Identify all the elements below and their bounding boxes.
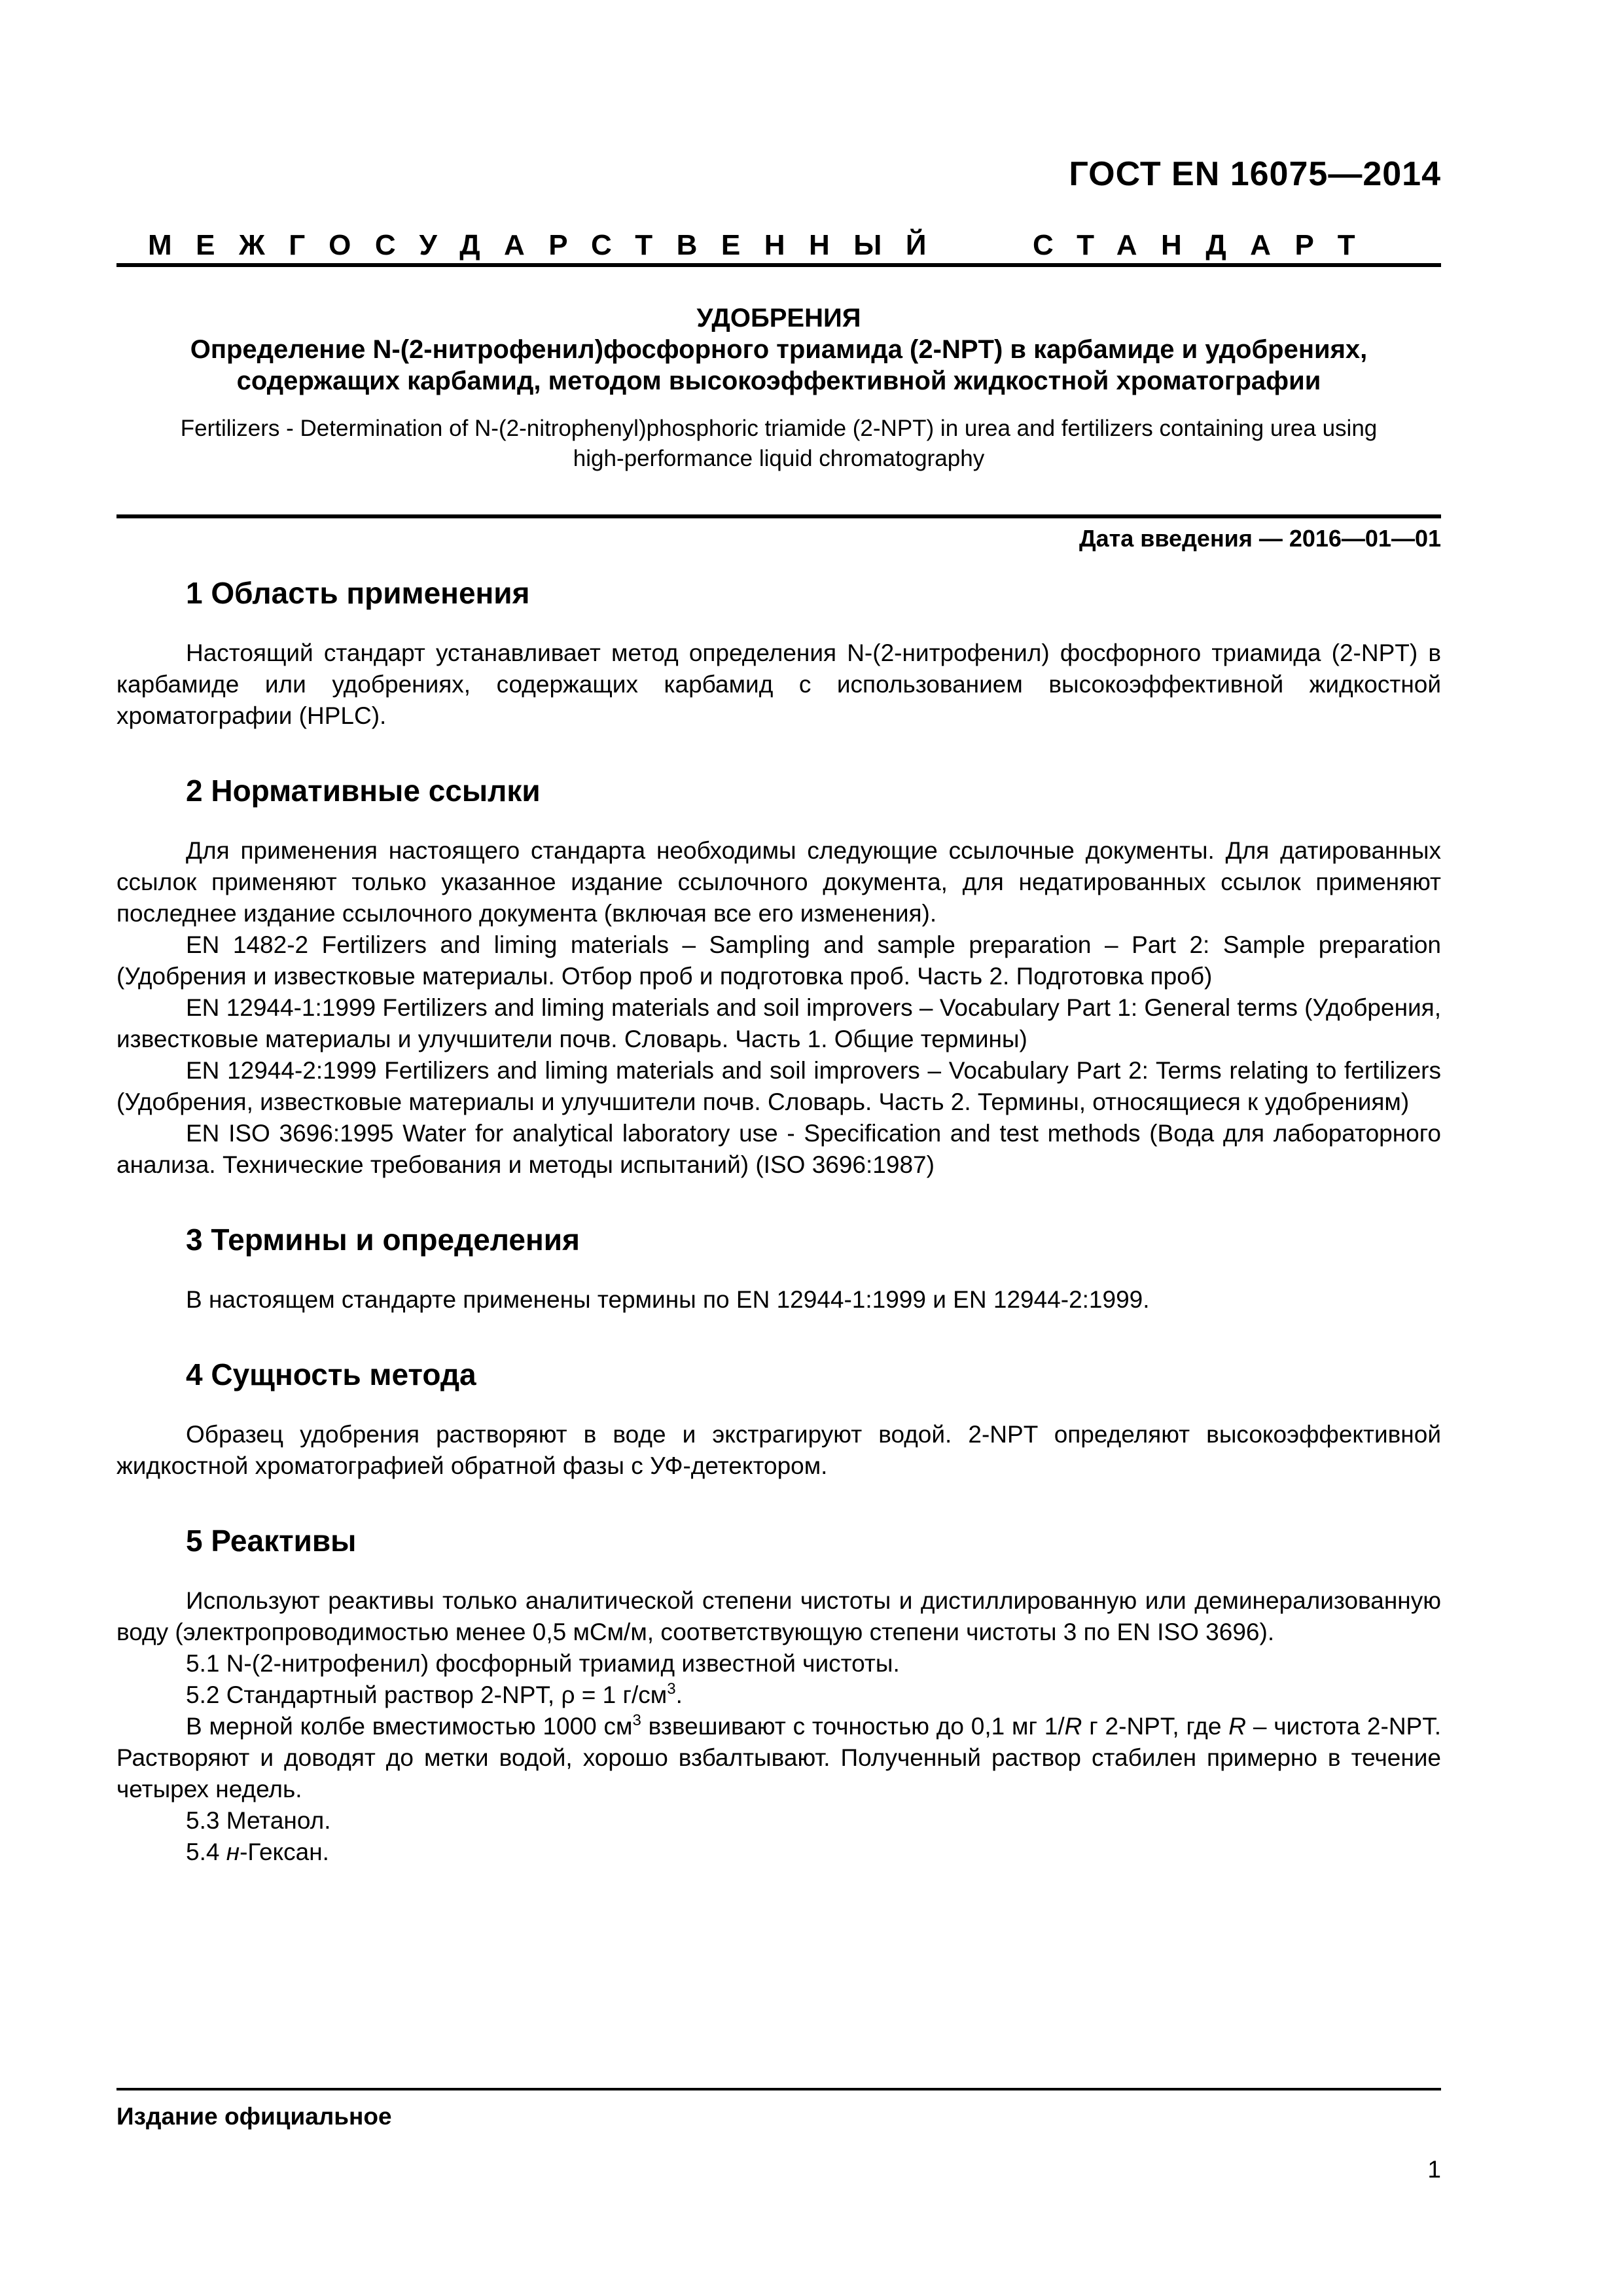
paragraph: Настоящий стандарт устанавливает метод определения N-(2-нитрофенил) фосфорного триамида (2-NPT) в карбамиде или удобрениях, содержащих карбамид с использованием высокоэффективной жидкостной хроматографии (HPLC).	[116, 639, 1441, 729]
section-terms	[116, 1221, 1441, 1316]
section-heading: 5 Реактивы	[186, 1524, 357, 1558]
reagent-item: 5.3 Метанол.	[186, 1807, 331, 1834]
paragraph: Для применения настоящего стандарта необходимы следующие ссылочные документы. Для датированных ссылок применяют только указанное издание ссылочного документа, для недатированных ссылок применяют последнее издание ссылочного документа (включая все его изменения).	[116, 837, 1441, 927]
english-title-line1: Fertilizers - Determination of N-(2-nitrophenyl)phosphoric triamide (2-NPT) in urea and fertilizers containing urea using	[180, 416, 1378, 441]
text-run: г 2-NPT, где	[1082, 1713, 1229, 1740]
paragraph: Образец удобрения растворяют в воде и экстрагируют водой. 2-NPT определяют высокоэффективной жидкостной хроматографией обратной фазы с УФ-детектором.	[116, 1421, 1441, 1479]
text-run: 5.2 Стандартный раствор 2-NPT, ρ = 1 г/см	[186, 1681, 668, 1708]
title-block	[116, 302, 1441, 474]
reference-item: EN 12944-1:1999 Fertilizers and liming materials and soil improvers – Vocabulary Part 1: General terms (Удобрения, известковые материалы и улучшители почв. Словарь. Часть 1. Общие термины)	[116, 994, 1441, 1052]
section-heading: 1 Область применения	[186, 576, 530, 610]
text-run: .	[675, 1681, 683, 1708]
document-page	[116, 0, 1441, 2296]
paragraph: Используют реактивы только аналитической степени чистоты и дистиллированную или деминерализованную воду (электропроводимостью менее 0,5 мСм/м, соответствующую степени чистоты 3 по EN ISO 3696).	[116, 1587, 1441, 1645]
section-scope	[116, 575, 1441, 732]
reagent-item: 5.1 N-(2-нитрофенил) фосфорный триамид известной чистоты.	[186, 1650, 900, 1677]
title-divider	[116, 514, 1441, 518]
text-run: – чистота 2-NPT. Растворяют и доводят до метки водой, хорошо взбалтывают. Полученный раствор стабилен примерно в течение четырех недель.	[116, 1713, 1441, 1803]
introduction-date: Дата введения — 2016—01—01	[1079, 525, 1441, 552]
document-subtitle-line1: Определение N-(2-нитрофенил)фосфорного триамида (2-NPT) в карбамиде и удобрениях,	[190, 335, 1368, 364]
interstate-word: МЕЖГОСУДАРСТВЕННЫЙ	[148, 229, 950, 261]
english-title-line2: high-performance liquid chromatography	[573, 446, 985, 471]
paragraph: В настоящем стандарте применены термины по EN 12944-1:1999 и EN 12944-2:1999.	[186, 1286, 1150, 1313]
section-reagents	[116, 1522, 1441, 1868]
page-number: 1	[1427, 2156, 1441, 2183]
italic-symbol: R	[1228, 1713, 1247, 1740]
footer-divider	[116, 2088, 1441, 2090]
section-heading: 2 Нормативные ссылки	[186, 774, 541, 808]
text-run: -Гексан.	[240, 1839, 329, 1865]
italic-symbol: н	[226, 1839, 240, 1865]
reference-item: EN ISO 3696:1995 Water for analytical laboratory use - Specification and test methods (Вода для лабораторного анализа. Технические требования и методы испытаний) (ISO 3696:1987)	[116, 1120, 1441, 1178]
reagent-item	[116, 1837, 1441, 1868]
text-run: взвешивают с точностью до 0,1 мг 1/	[641, 1713, 1065, 1740]
section-method-principle	[116, 1356, 1441, 1482]
text-run: В мерной колбе вместимостью 1000 см	[186, 1713, 633, 1740]
document-title: УДОБРЕНИЯ	[696, 304, 861, 332]
reagent-item	[116, 1679, 1441, 1711]
standard-word: СТАНДАРТ	[1033, 229, 1380, 261]
document-subtitle-line2: содержащих карбамид, методом высокоэффективной жидкостной хроматографии	[236, 367, 1321, 395]
section-heading: 3 Термины и определения	[186, 1223, 580, 1257]
document-body	[116, 575, 1441, 1909]
superscript: 3	[632, 1712, 641, 1729]
superscript: 3	[667, 1680, 676, 1698]
reference-item: EN 12944-2:1999 Fertilizers and liming materials and soil improvers – Vocabulary Part 2: Terms relating to fertilizers (Удобрения, известковые материалы и улучшители почв. Словарь. Часть 2. Термины, относящиеся к удобрениям)	[116, 1057, 1441, 1115]
reference-item: EN 1482-2 Fertilizers and liming materials – Sampling and sample preparation – Part 2: Sample preparation (Удобрения и известковые материалы. Отбор проб и подготовка проб. Часть 2. Подготовка проб)	[116, 931, 1441, 990]
italic-symbol: R	[1064, 1713, 1082, 1740]
english-title	[116, 414, 1441, 474]
official-edition-label: Издание официальное	[116, 2103, 392, 2130]
text-run: 5.4	[186, 1839, 226, 1865]
header-divider	[116, 263, 1441, 267]
section-normative-references	[116, 772, 1441, 1181]
paragraph	[116, 1711, 1441, 1805]
standard-code: ГОСТ EN 16075—2014	[1069, 155, 1441, 193]
section-heading: 4 Сущность метода	[186, 1357, 476, 1391]
